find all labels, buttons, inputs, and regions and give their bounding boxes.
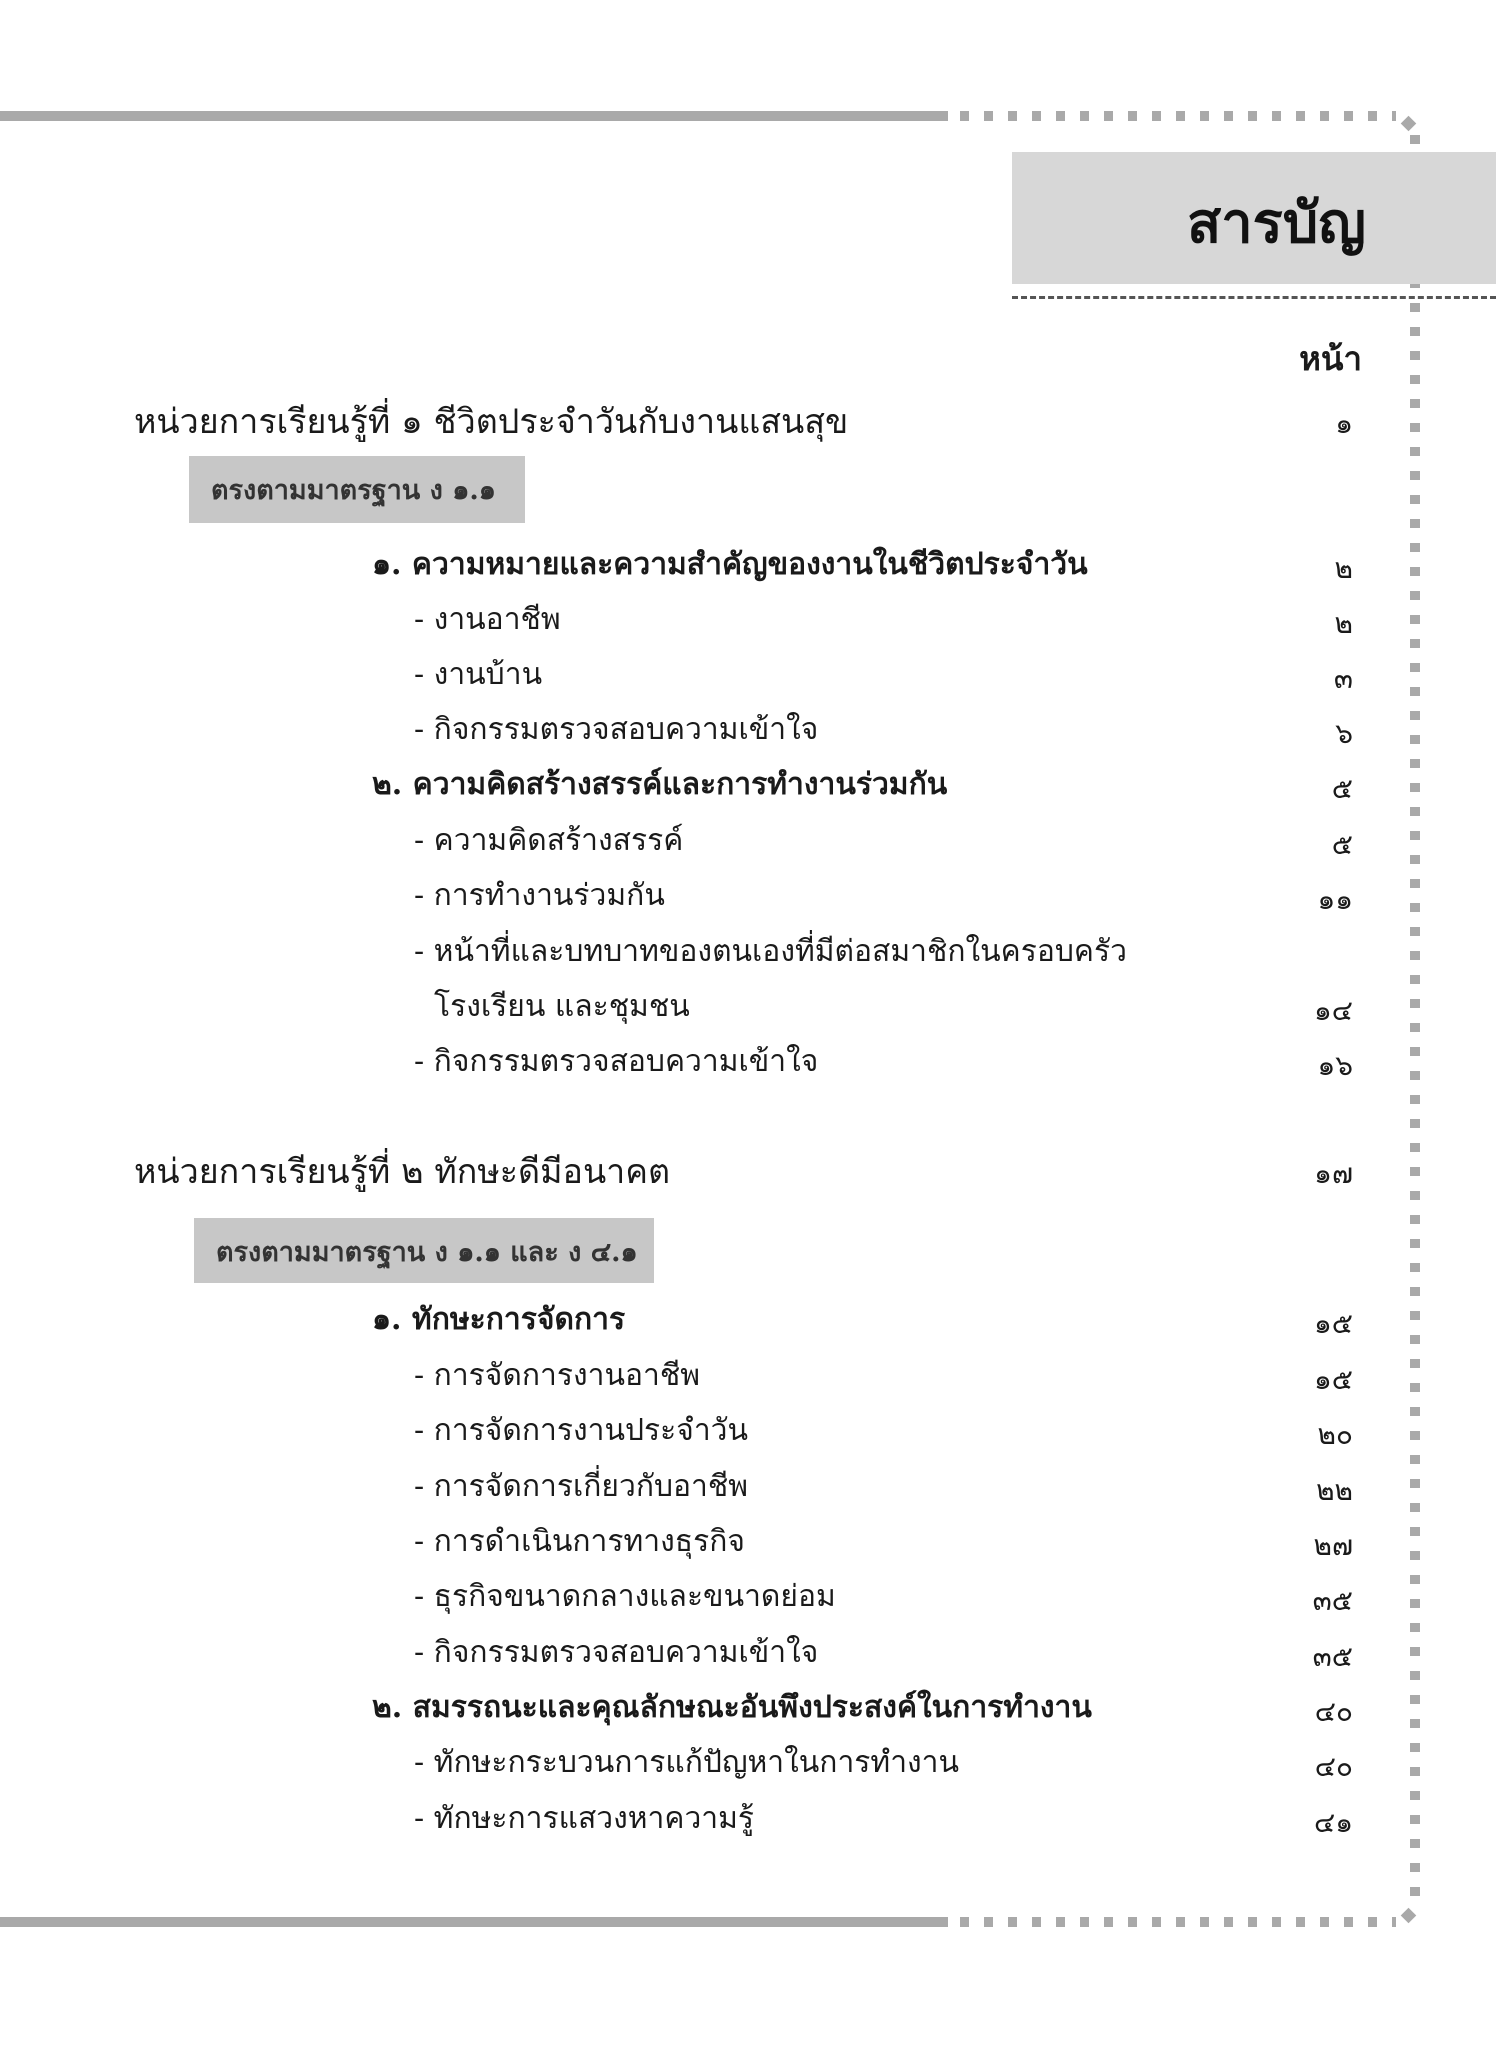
unit-1-item-activity-1: - กิจกรรมตรวจสอบความเข้าใจ [414,712,819,747]
top-border-bar [0,111,948,121]
unit-1-title: หน่วยการเรียนรู้ที่ ๑ ชีวิตประจำวันกับงานแสนสุข [134,402,849,442]
unit-2-section-1: ๑. ทักษะการจัดการ [372,1302,626,1337]
unit-2-item-sme: - ธุรกิจขนาดกลางและขนาดย่อม [414,1579,836,1614]
unit-1-section-1: ๑. ความหมายและความสำคัญของงานในชีวิตประจำวัน [372,547,1088,582]
unit-1-standard-box: ตรงตามมาตรฐาน ง ๑.๑ [189,456,525,523]
unit-2-item-business-ops-page: ๒๗ [1313,1529,1353,1562]
unit-2-item-daily-mgmt-page: ๒๐ [1317,1418,1353,1451]
title-underline [1012,296,1496,299]
top-border-dots [960,111,1396,121]
unit-1-item-teamwork: - การทำงานร่วมกัน [414,878,665,913]
unit-2-title: หน่วยการเรียนรู้ที่ ๒ ทักษะดีมีอนาคต [134,1152,671,1192]
bottom-border-bar [0,1917,948,1927]
unit-1-item-roles: - หน้าที่และบทบาทของตนเองที่มีต่อสมาชิกในครอบครัว [414,934,1127,969]
unit-2-item-activity-page: ๓๕ [1312,1640,1353,1673]
page-column-label: หน้า [1299,339,1362,378]
unit-1-item-housework: - งานบ้าน [414,657,543,692]
top-corner-diamond-icon [1401,116,1417,132]
unit-2-item-problem-solving-page: ๔๐ [1314,1750,1353,1783]
unit-2-item-occupation-mgmt-page: ๒๒ [1316,1474,1353,1507]
unit-2-standard-box: ตรงตามมาตรฐาน ง ๑.๑ และ ง ๔.๑ [194,1218,654,1283]
unit-2-section-2-page: ๔๐ [1314,1695,1353,1728]
unit-1-section-2-page: ๕ [1331,772,1353,805]
unit-2-item-career-mgmt: - การจัดการงานอาชีพ [414,1358,700,1393]
unit-2-item-business-ops: - การดำเนินการทางธุรกิจ [414,1524,745,1559]
unit-2-item-daily-mgmt: - การจัดการงานประจำวัน [414,1413,749,1448]
bottom-corner-diamond-icon [1401,1908,1417,1924]
unit-2-item-knowledge-seeking-page: ๔๑ [1314,1806,1353,1839]
unit-1-item-job-page: ๒ [1334,607,1353,640]
unit-2-item-career-mgmt-page: ๑๕ [1314,1363,1353,1396]
unit-2-section-2: ๒. สมรรถนะและคุณลักษณะอันพึงประสงค์ในการทำงาน [372,1690,1092,1725]
unit-1-item-creativity-page: ๕ [1331,828,1353,861]
unit-2-item-activity: - กิจกรรมตรวจสอบความเข้าใจ [414,1635,819,1670]
unit-1-item-housework-page: ๓ [1333,662,1353,695]
unit-1-section-2: ๒. ความคิดสร้างสรรค์และการทำงานร่วมกัน [372,767,948,802]
unit-2-item-problem-solving: - ทักษะกระบวนการแก้ปัญหาในการทำงาน [414,1745,960,1780]
unit-1-section-1-page: ๒ [1334,552,1353,585]
unit-1-item-job: - งานอาชีพ [414,602,561,637]
unit-2-section-1-page: ๑๕ [1314,1307,1353,1340]
unit-2-item-knowledge-seeking: - ทักษะการแสวงหาความรู้ [414,1801,755,1836]
unit-2-page: ๑๗ [1314,1157,1353,1190]
unit-2-item-occupation-mgmt: - การจัดการเกี่ยวกับอาชีพ [414,1469,749,1504]
unit-1-item-roles-page: ๑๔ [1314,994,1353,1027]
unit-1-item-creativity: - ความคิดสร้างสรรค์ [414,823,684,858]
page-title: สารบัญ [1187,191,1366,256]
right-border-dots [1410,135,1420,1905]
unit-2-item-sme-page: ๓๕ [1312,1584,1353,1617]
unit-1-item-roles-cont: โรงเรียน และชุมชน [434,989,690,1024]
unit-1-item-activity-1-page: ๖ [1335,717,1353,750]
title-banner [1012,152,1496,284]
unit-1-item-teamwork-page: ๑๑ [1317,883,1353,916]
unit-1-item-activity-2-page: ๑๖ [1317,1049,1353,1082]
bottom-border-dots [960,1917,1396,1927]
unit-1-item-activity-2: - กิจกรรมตรวจสอบความเข้าใจ [414,1044,819,1079]
unit-1-page: ๑ [1335,407,1353,440]
